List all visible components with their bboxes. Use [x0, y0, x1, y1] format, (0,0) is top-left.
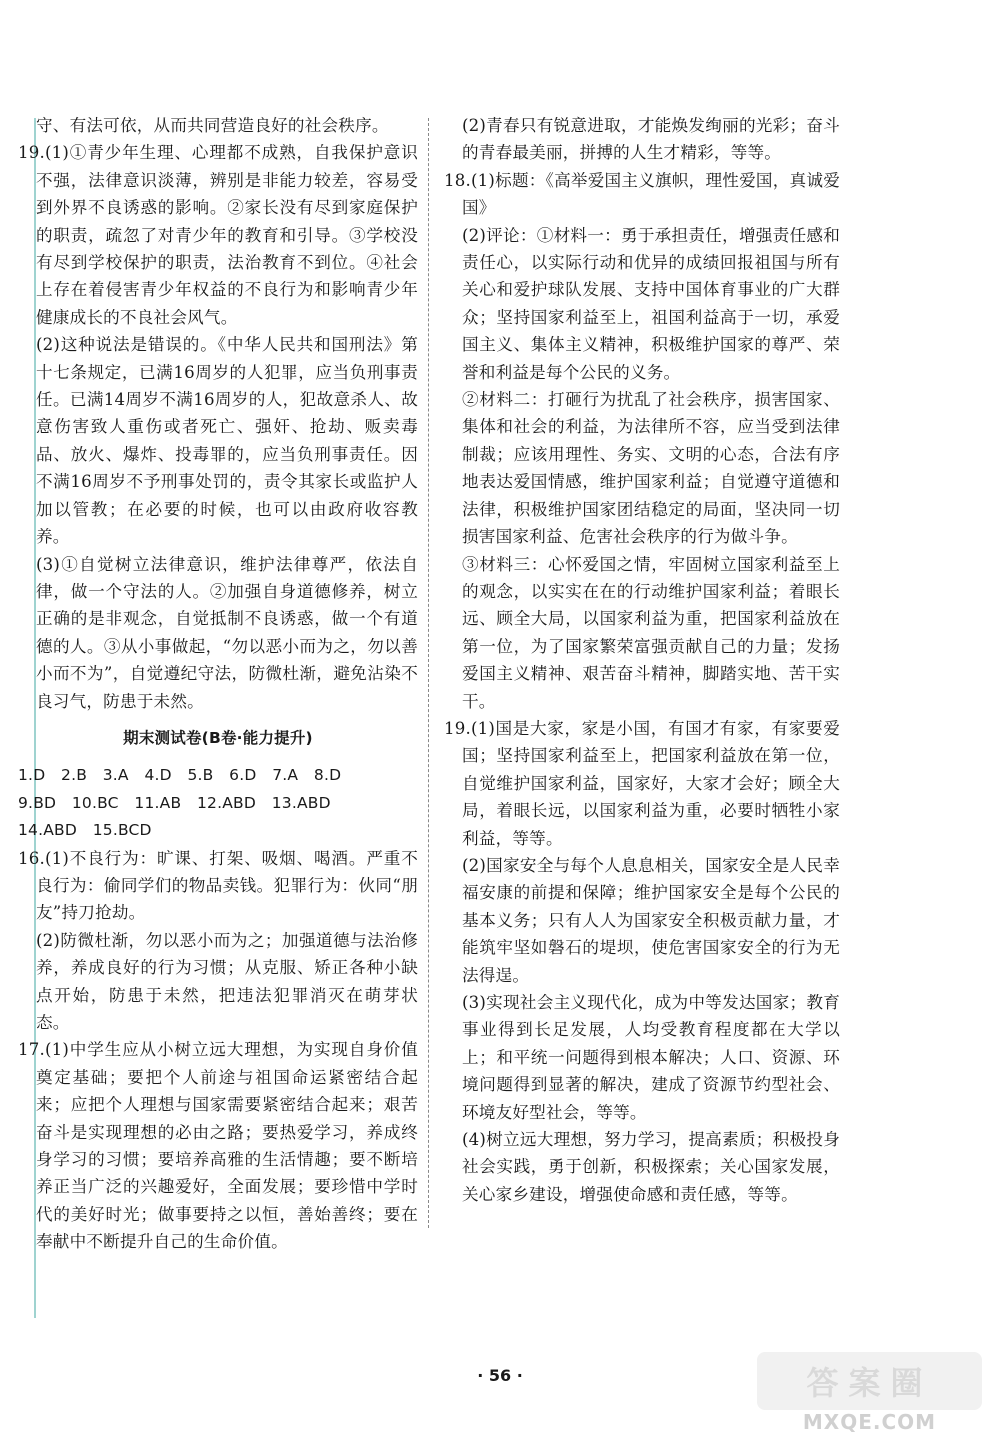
left-paragraph: (2)这种说法是错误的。《中华人民共和国刑法》第十七条规定，已满16周岁的人犯罪，应当负刑事责任。已满14周岁不满16周岁的人，犯故意杀人、故意伤害致人重伤或者死亡、强奸、抢劫、贩卖毒品、放火、爆炸、投毒罪的，应当负刑事责任。因不满16周岁不予刑事处罚的，责令其家长或监护人加以管教；在必要的时候，也可以由政府收容教养。 — [36, 335, 418, 547]
right-paragraph: ②材料二：打砸行为扰乱了社会秩序，损害国家、集体和社会的利益，为法律所不容，应当受到法律制裁；应该用理性、务实、文明的心态，合法有序地表达爱国情感，维护国家利益；自觉遵守道德和法律，积极维护国家团结稳定的局面，坚决同一切损害国家利益、危害社会秩序的行为做斗争。 — [462, 390, 840, 547]
right-paragraph: (2)青春只有锐意进取，才能焕发绚丽的光彩；奋斗的青春最美丽，拼搏的人生才精彩，等等。 — [462, 116, 840, 163]
right-paragraph: 19.(1)国是大家，家是小国，有国才有家，有家要爱国；坚持国家利益至上，把国家利益放在第一位，自觉维护国家利益，国家好，大家才会好；顾全大局，着眼长远，以国家利益为重，必要时牺牲小家利益，等等。 — [444, 718, 840, 848]
right-paragraph: (4)树立远大理想，努力学习，提高素质；积极投身社会实践，勇于创新，积极探索；关心国家发展，关心家乡建设，增强使命感和责任感，等等。 — [462, 1130, 840, 1204]
left-paragraph: (2)防微杜渐，勿以恶小而为之；加强道德与法治修养，养成良好的行为习惯；从克服、矫正各种小缺点开始，防患于未然，把违法犯罪消灭在萌芽状态。 — [36, 930, 418, 1032]
left-column-text-2 — [18, 845, 418, 1256]
answer-row-3: 14.ABD 15.BCD — [18, 821, 152, 840]
left-paragraph: 16.(1)不良行为：旷课、打架、吸烟、喝酒。严重不良行为：偷同学们的物品卖钱。犯罪行为：伙同“朋友”持刀抢劫。 — [18, 848, 418, 923]
right-paragraph: (3)实现社会主义现代化，成为中等发达国家；教育事业得到长足发展，人均受教育程度都在大学以上；和平统一问题得到根本解决；人口、资源、环境问题得到显著的解决，建成了资源节约型社会、环境友好型社会，等等。 — [462, 993, 840, 1122]
right-paragraph: (2)国家安全与每个人息息相关，国家安全是人民幸福安康的前提和保障；维护国家安全是每个公民的基本义务；只有人人为国家安全积极贡献力量，才能筑牢坚如磐石的堤坝，使危害国家安全的行为无法得逞。 — [462, 855, 840, 985]
left-paragraph: 17.(1)中学生应从小树立远大理想，为实现自身价值奠定基础；要把个人前途与祖国命运紧密结合起来；应把个人理想与国家需要紧密结合起来；艰苦奋斗是实现理想的必由之路；要热爱学习，养成终身学习的习惯；要培养高雅的生活情趣；要不断培养正当广泛的兴趣爱好，全面发展；要珍惜中学时代的美好时光；做事要持之以恒，善始善终；要在奉献中不断提升自己的生命价值。 — [18, 1040, 418, 1252]
answer-row-1: 1.D 2.B 3.A 4.D 5.B 6.D 7.A 8.D — [18, 766, 342, 785]
right-paragraph: ③材料三：心怀爱国之情，牢固树立国家利益至上的观念，以实实在在的行动维护国家利益；着眼长远、顾全大局，以国家利益为重，把国家利益放在第一位，为了国家繁荣富强贡献自己的力量；发扬爱国主义精神、艰苦奋斗精神，脚踏实地、苦干实干。 — [462, 554, 840, 711]
watermark-url: MXQE.COM — [802, 1410, 937, 1434]
right-paragraph: (2)评论：①材料一：勇于承担责任，增强责任感和责任心，以实际行动和优异的成绩回报祖国与所有关心和爱护球队发展、支持中国体育事业的广大群众；坚持国家利益至上，祖国利益高于一切，承爱国主义、集体主义精神，积极维护国家的尊严、荣誉和利益是每个公民的义务。 — [462, 225, 840, 382]
left-paragraph: 19.(1)①青少年生理、心理都不成熟，自我保护意识不强，法律意识淡薄，辨别是非能力较差，容易受到外界不良诱惑的影响。②家长没有尽到家庭保护的职责，疏忽了对青少年的教育和引导。③学校没有尽到学校保护的职责，法治教育不到位。④社会上存在着侵害青少年权益的不良行为和影响青少年健康成长的不良社会风气。 — [18, 143, 418, 327]
column-divider — [428, 118, 429, 1228]
watermark — [757, 1352, 982, 1434]
watermark-logo: 答案圈 — [757, 1352, 982, 1410]
right-column — [444, 112, 840, 1208]
page-number: · 56 · — [477, 1366, 523, 1385]
right-column-text — [444, 112, 840, 1208]
left-column-text — [18, 112, 418, 715]
left-paragraph: (3)①自觉树立法律意识，维护法律尊严，依法自律，做一个守法的人。②加强自身道德修养，树立正确的是非观念，自觉抵制不良诱惑，做一个有道德的人。③从小事做起，“勿以恶小而为之，勿以善小而不为”，自觉遵纪守法，防微杜渐，避免沾染不良习气，防患于未然。 — [36, 554, 418, 711]
answer-row-2: 9.BD 10.BC 11.AB 12.ABD 13.ABD — [18, 793, 331, 812]
left-paragraph: 守、有法可依，从而共同营造良好的社会秩序。 — [36, 116, 389, 135]
left-column — [18, 112, 418, 1256]
right-paragraph: 18.(1)标题：《高举爱国主义旗帜，理性爱国，真诚爱国》 — [444, 170, 840, 218]
section-heading: 期末测试卷(B卷·能力提升) — [123, 728, 313, 747]
